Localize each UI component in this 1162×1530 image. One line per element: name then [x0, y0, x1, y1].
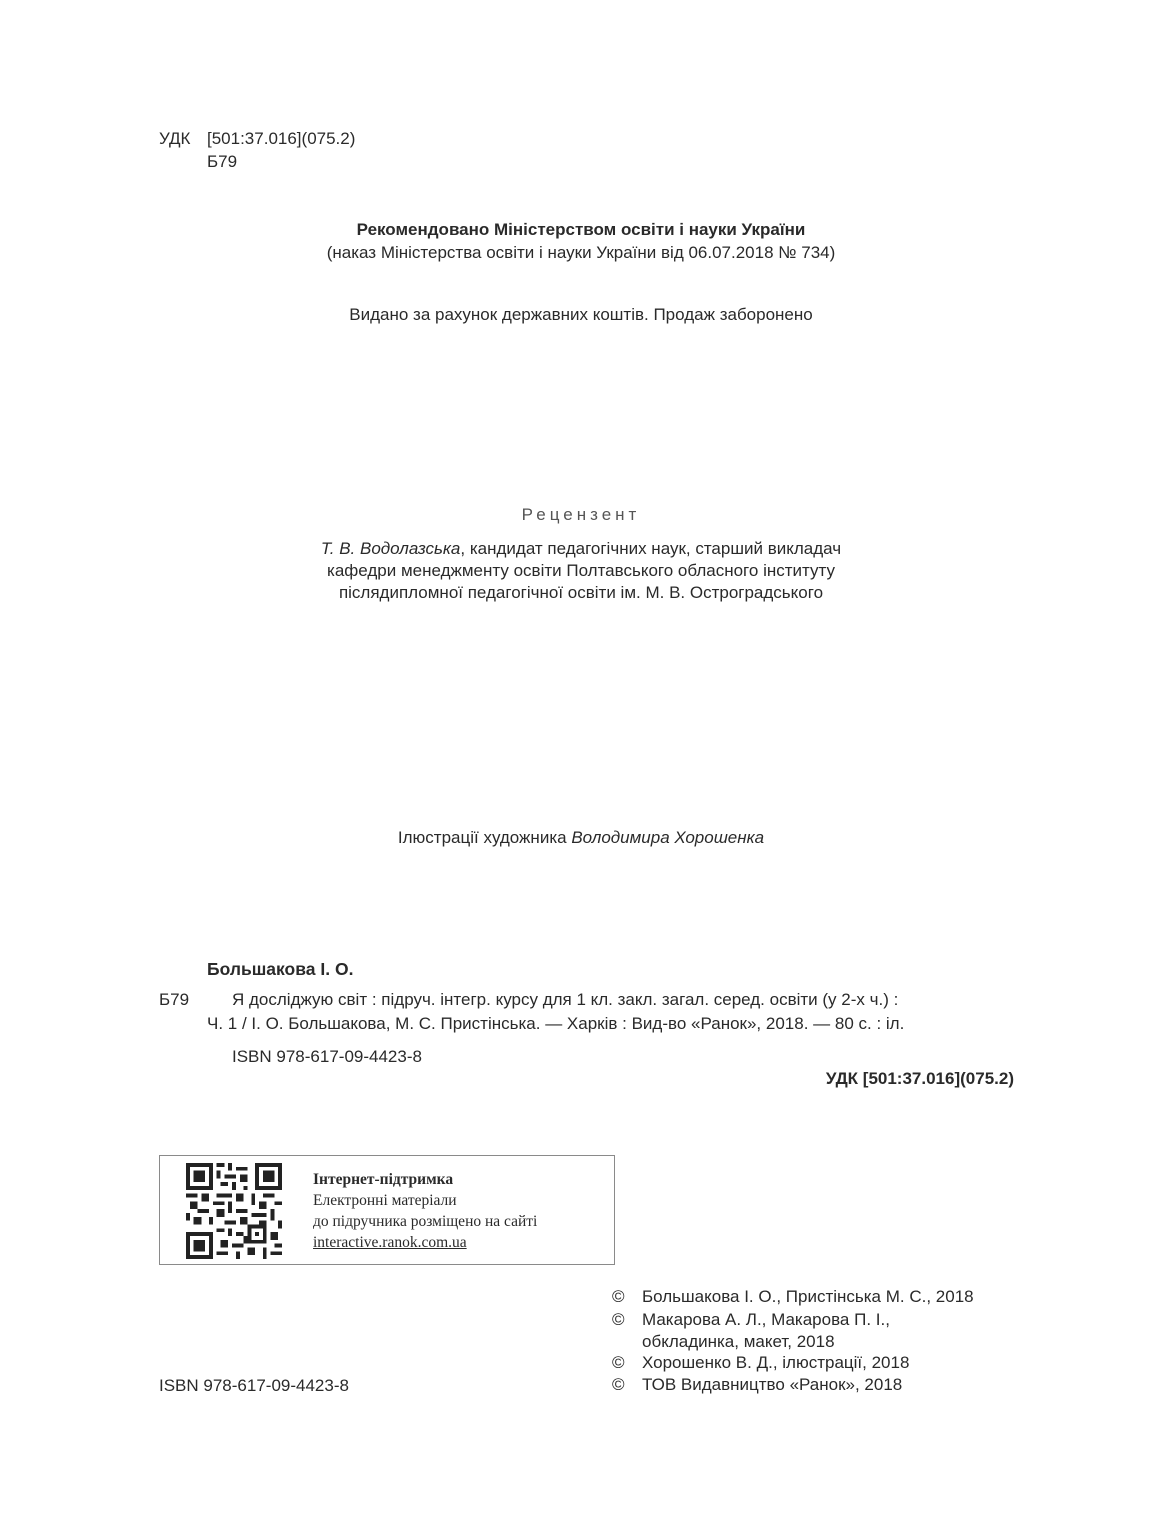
- copyright-entry: [612, 1375, 902, 1395]
- catalog-udk: УДК [501:37.016](075.2): [825, 1069, 1014, 1088]
- udk-header: [159, 127, 356, 171]
- copyright-icon: ©: [612, 1287, 625, 1306]
- catalog-sign: Б79: [159, 990, 190, 1009]
- internet-support-text: [313, 1169, 537, 1253]
- recommendation-order: (наказ Міністерства освіти і науки України від 06.07.2018 № 734): [326, 243, 836, 262]
- copyright-icon: ©: [612, 1353, 625, 1372]
- reviewer-line2: кафедри менеджменту освіти Полтавського обласного інституту: [327, 561, 835, 580]
- copyright-text: Хорошенко В. Д., ілюстрації, 2018: [642, 1353, 910, 1372]
- copyright-entry: [612, 1309, 890, 1353]
- catalog-author: Большакова І. О.: [207, 959, 354, 979]
- internet-support-url-link[interactable]: interactive.ranok.com.ua: [313, 1234, 467, 1251]
- copyright-text: Большакова І. О., Пристінська М. С., 2018: [642, 1287, 974, 1306]
- copyright-text: ТОВ Видавництво «Ранок», 2018: [642, 1375, 903, 1394]
- internet-support-title: Інтернет-підтримка: [313, 1171, 454, 1188]
- qr-code-icon: [186, 1163, 282, 1259]
- catalog-isbn: ISBN 978-617-09-4423-8: [232, 1047, 422, 1066]
- illustrations-artist: Володимира Хорошенка: [571, 828, 765, 847]
- catalog-line1: Я досліджую світ : підруч. інтегр. курсу для 1 кл. закл. загал. серед. освіти (у 2-х ч.) :: [232, 990, 899, 1009]
- internet-support-box: [159, 1155, 615, 1265]
- reviewer-line3: післядипломної педагогічної освіти ім. М. В. Остроградського: [338, 583, 824, 602]
- udk-label: УДК: [159, 129, 191, 148]
- internet-support-line2: до підручника розміщено на сайті: [313, 1213, 538, 1230]
- copyright-entry: [612, 1287, 974, 1307]
- catalog-line2: Ч. 1 / І. О. Большакова, М. С. Пристінська. — Харків : Вид-во «Ранок», 2018. — 80 с. : іл.: [207, 1014, 905, 1033]
- reviewer-name: Т. В. Водолазська: [320, 539, 461, 558]
- copyright-icon: ©: [612, 1375, 625, 1394]
- copyright-text: Макарова А. Л., Макарова П. І.,: [642, 1310, 890, 1329]
- reviewer-heading: Рецензент: [521, 505, 641, 524]
- funding-note: Видано за рахунок державних коштів. Продаж заборонено: [349, 305, 813, 324]
- reviewer-line1: , кандидат педагогічних наук, старший викладач: [460, 539, 842, 558]
- internet-support-line1: Електронні матеріали: [313, 1192, 457, 1209]
- udk-author-sign: Б79: [207, 152, 238, 171]
- recommendation-title: Рекомендовано Міністерством освіти і науки України: [356, 220, 806, 239]
- illustrations-credit: [0, 828, 1162, 848]
- udk-code: [501:37.016](075.2): [207, 129, 356, 148]
- isbn-bottom: ISBN 978-617-09-4423-8: [159, 1376, 349, 1395]
- copyright-icon: ©: [612, 1310, 625, 1329]
- illustrations-prefix: Ілюстрації художника: [397, 828, 572, 847]
- copyright-entry: [612, 1353, 909, 1373]
- copyright-text: обкладинка, макет, 2018: [642, 1332, 835, 1351]
- reviewer-block: [0, 538, 1162, 604]
